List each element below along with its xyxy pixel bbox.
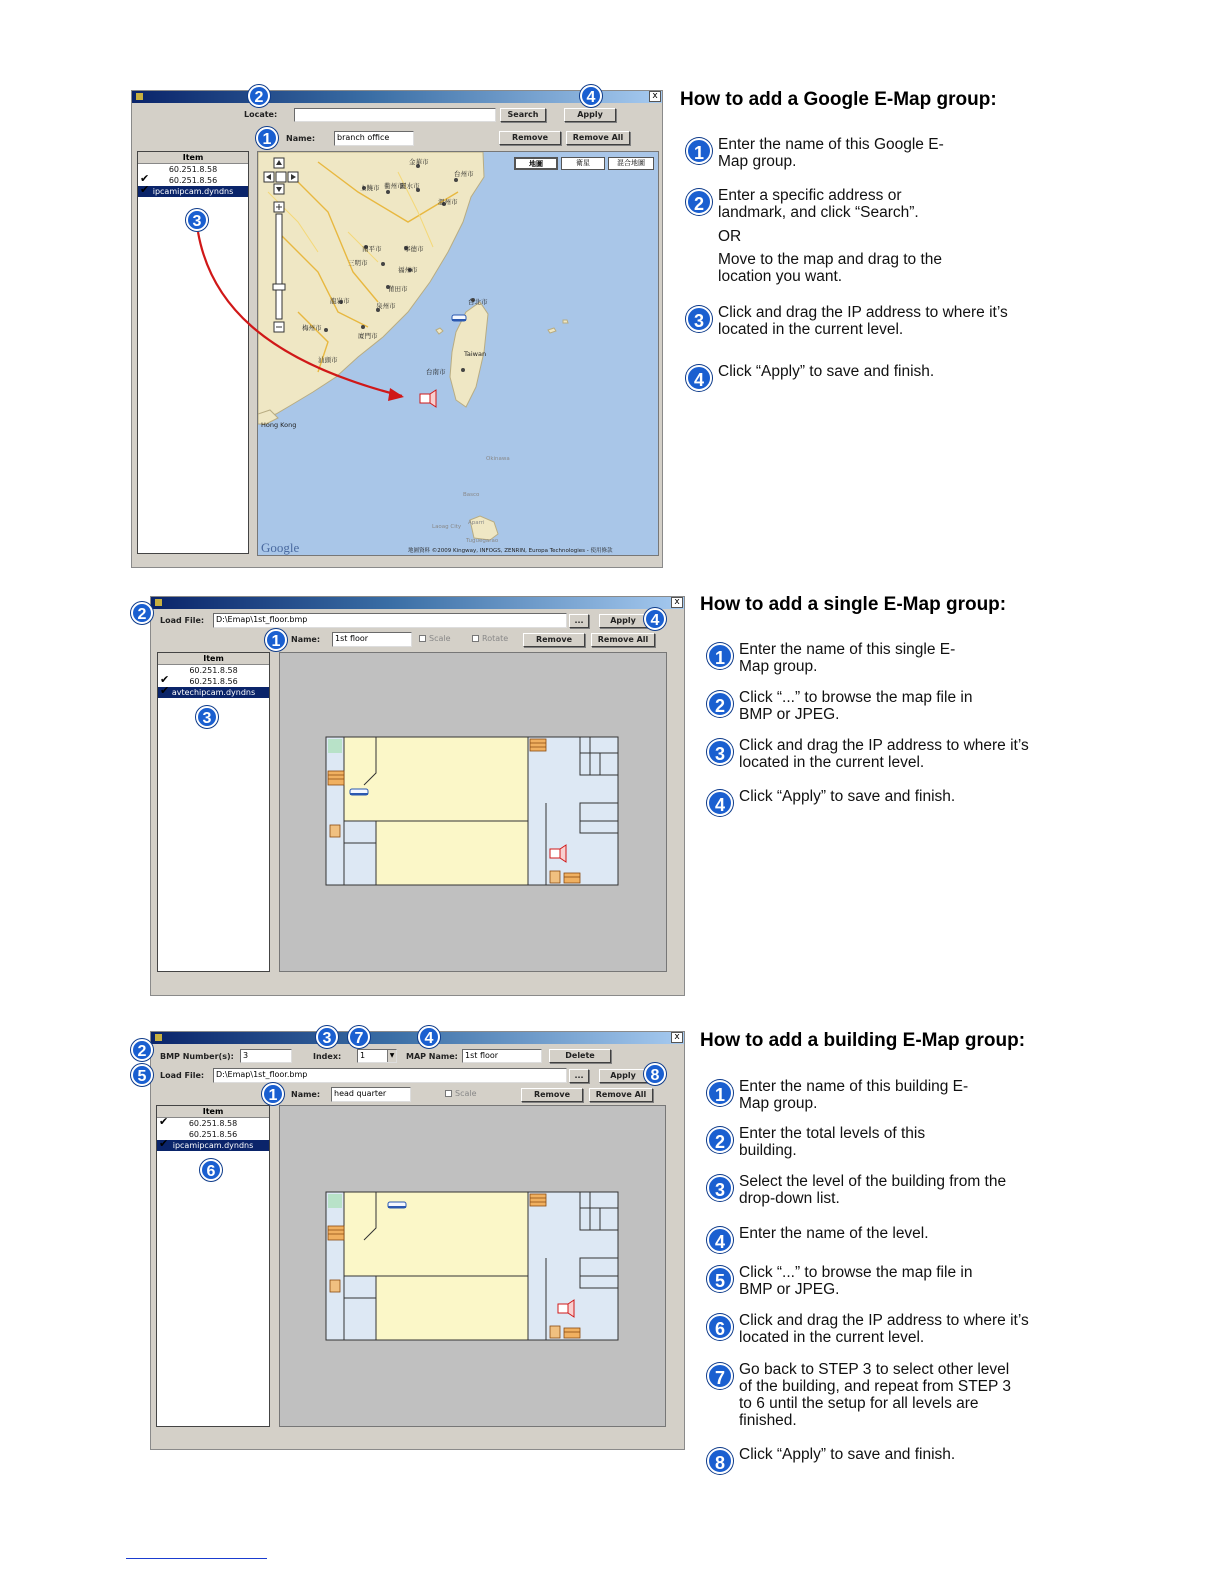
list-item[interactable]: ✔ 60.251.8.58 — [159, 1115, 238, 1128]
check-icon: ✔ — [159, 1115, 169, 1128]
google-logo: Google — [261, 540, 300, 555]
svg-text:Tuguegarao: Tuguegarao — [466, 538, 499, 544]
map-copyright: 地圖資料 ©2009 Kingway, INFOGS, ZENRIN, Europa Technologies - 使用條款 — [408, 548, 613, 554]
google-emap-window — [131, 90, 663, 568]
badge-4: 4 — [644, 608, 666, 630]
locate-input[interactable] — [294, 108, 496, 122]
badge-1: 1 — [262, 1083, 284, 1105]
step-text: Click and drag the IP address to where it’s located in the current level. — [739, 1312, 1029, 1346]
badge-1: 1 — [265, 629, 287, 651]
step-badge: 4 — [707, 1227, 733, 1253]
step-text: Click and drag the IP address to where it’s located in the current level. — [718, 304, 1008, 338]
step-text: Enter the name of this single E-Map group. — [739, 641, 956, 675]
section-heading: How to add a Google E-Map group: — [680, 89, 997, 110]
badge-4: 4 — [580, 85, 602, 107]
badge-3: 3 — [196, 706, 218, 728]
badge-4: 4 — [418, 1026, 440, 1048]
locate-label: Locate: — [244, 110, 278, 119]
badge-5: 5 — [131, 1064, 153, 1086]
close-icon[interactable]: x — [671, 1032, 683, 1043]
rotate-checkbox[interactable]: Rotate — [472, 634, 508, 643]
step-text: Click “...” to browse the map file in BMP or JPEG. — [739, 1264, 973, 1298]
search-button[interactable]: Search — [500, 108, 546, 122]
map-label: 汕頭市 — [318, 356, 338, 364]
camera-marker-icon[interactable] — [420, 390, 436, 407]
camera-icon — [388, 1202, 406, 1208]
floor-plan — [280, 653, 668, 973]
map-label: Hong Kong — [261, 421, 297, 429]
svg-text:Okinawa: Okinawa — [486, 456, 510, 462]
load-file-label: Load File: — [160, 616, 205, 625]
step-badge: 8 — [707, 1448, 733, 1474]
badge-2: 2 — [131, 1039, 153, 1061]
badge-8: 8 — [644, 1063, 666, 1085]
map-name-label: MAP Name: — [406, 1052, 458, 1061]
step-text: Click “...” to browse the map file in BMP or JPEG. — [739, 689, 973, 723]
step-text: Move to the map and drag to the location you want. — [718, 251, 943, 285]
step-badge: 2 — [707, 691, 733, 717]
step-text: Enter the total levels of this building. — [739, 1125, 926, 1159]
bmp-number-input[interactable]: 3 — [240, 1049, 292, 1063]
map-name-input[interactable]: 1st floor — [462, 1049, 542, 1063]
list-header: Item — [158, 653, 269, 665]
remove-all-button[interactable]: Remove All — [589, 1088, 653, 1102]
hybrid-type-button[interactable]: 混合地圖 — [608, 157, 654, 170]
list-item-selected[interactable]: ✔ ipcamipcam.dyndns — [157, 1140, 269, 1151]
list-item[interactable]: ✔ 60.251.8.56 — [160, 673, 238, 686]
name-label: Name: — [286, 134, 316, 143]
list-header: Item — [138, 152, 248, 164]
check-icon: ✔ — [140, 183, 150, 196]
badge-2: 2 — [248, 85, 270, 107]
browse-button[interactable]: ... — [569, 1069, 589, 1083]
badge-1: 1 — [256, 127, 278, 149]
step-text: Click “Apply” to save and finish. — [739, 788, 956, 805]
remove-all-button[interactable]: Remove All — [566, 131, 630, 145]
list-item-selected[interactable]: ✔ ipcamipcam.dyndns — [138, 186, 248, 197]
device-list — [156, 1105, 270, 1427]
svg-text:Laoag City: Laoag City — [432, 524, 462, 530]
floor-plan — [280, 1106, 667, 1428]
name-label: Name: — [291, 1090, 321, 1099]
remove-button[interactable]: Remove — [523, 633, 585, 647]
step-text: Select the level of the building from the drop-down list. — [739, 1173, 1007, 1207]
remove-button[interactable]: Remove — [521, 1088, 583, 1102]
step-text: Enter the name of the level. — [739, 1225, 929, 1242]
map-type-button[interactable]: 地圖 — [514, 157, 558, 170]
remove-button[interactable]: Remove — [499, 131, 561, 145]
checkbox-box — [445, 1090, 452, 1097]
list-item[interactable]: ✔ 60.251.8.56 — [140, 172, 218, 185]
badge-3: 3 — [316, 1026, 338, 1048]
scale-checkbox[interactable]: Scale — [445, 1089, 477, 1098]
index-label: Index: — [313, 1052, 342, 1061]
map-canvas[interactable] — [279, 1105, 666, 1427]
name-input[interactable]: head quarter — [331, 1087, 411, 1102]
map-canvas[interactable] — [279, 652, 667, 972]
chevron-down-icon[interactable]: ▼ — [387, 1050, 396, 1062]
name-input[interactable]: branch office — [334, 131, 414, 146]
list-header: Item — [157, 1106, 269, 1118]
map-label: 溫州市 — [438, 198, 458, 206]
map-label: 三明市 — [348, 259, 368, 267]
map-terrain — [258, 152, 659, 556]
section-heading: How to add a single E-Map group: — [700, 594, 1007, 615]
close-icon[interactable]: x — [671, 597, 683, 608]
single-emap-window — [150, 596, 685, 996]
map-label: 衢州市 — [384, 182, 404, 190]
check-icon: ✔ — [160, 684, 170, 697]
svg-text:Aparri: Aparri — [468, 520, 485, 526]
step-text: Click “Apply” to save and finish. — [739, 1446, 956, 1463]
window-icon — [155, 599, 162, 606]
badge-2: 2 — [131, 602, 153, 624]
load-file-label: Load File: — [160, 1071, 205, 1080]
map-label: Taiwan — [464, 350, 487, 358]
step-badge: 3 — [686, 306, 712, 332]
list-item[interactable]: 60.251.8.58 — [168, 165, 218, 174]
apply-button[interactable]: Apply — [599, 614, 647, 628]
map-label: 金華市 — [409, 158, 429, 166]
badge-6: 6 — [200, 1159, 222, 1181]
step-text: OR — [718, 228, 742, 245]
window-icon — [155, 1034, 162, 1041]
map-label: 麗水市 — [400, 182, 420, 190]
scale-checkbox[interactable]: Scale — [419, 634, 451, 643]
check-icon: ✔ — [140, 172, 150, 185]
step-badge: 3 — [707, 1175, 733, 1201]
map-label: 台州市 — [454, 170, 474, 178]
apply-button[interactable]: Apply — [564, 108, 616, 122]
index-select[interactable]: 1 ▼ — [357, 1049, 397, 1063]
map-label: 梅州市 — [302, 324, 322, 332]
load-file-input[interactable]: D:\Emap\1st_floor.bmp — [213, 613, 567, 628]
checkbox-box — [472, 635, 479, 642]
step-text: Enter the name of this building E-Map group. — [739, 1078, 969, 1112]
remove-all-button[interactable]: Remove All — [591, 633, 655, 647]
step-badge: 1 — [707, 1080, 733, 1106]
browse-button[interactable]: ... — [569, 614, 589, 628]
list-item[interactable]: 60.251.8.58 — [189, 666, 238, 675]
google-map[interactable] — [257, 151, 659, 556]
delete-button[interactable]: Delete — [549, 1049, 611, 1063]
step-badge: 5 — [707, 1266, 733, 1292]
map-label: 福州市 — [398, 266, 418, 274]
window-icon — [136, 93, 143, 100]
camera-icon — [350, 789, 368, 795]
step-text: Enter a specific address or landmark, and click “Search”. — [718, 187, 919, 221]
name-input[interactable]: 1st floor — [332, 632, 412, 647]
svg-text:Basco: Basco — [463, 492, 480, 498]
check-icon: ✔ — [159, 1137, 169, 1150]
load-file-input[interactable]: D:\Emap\1st_floor.bmp — [213, 1068, 567, 1083]
step-text: Click and drag the IP address to where it’s located in the current level. — [739, 737, 1029, 771]
step-text: Click “Apply” to save and finish. — [718, 363, 935, 380]
step-badge: 4 — [707, 790, 733, 816]
section-heading: How to add a building E-Map group: — [700, 1030, 1026, 1051]
step-badge: 1 — [686, 138, 712, 164]
map-label: 龍岩市 — [330, 297, 350, 305]
map-label: 台北市 — [468, 298, 488, 306]
map-label: 廈門市 — [358, 332, 378, 340]
map-type-switch — [514, 157, 654, 170]
map-label: 泉州市 — [376, 302, 396, 310]
window-titlebar — [151, 597, 684, 609]
badge-7: 7 — [348, 1026, 370, 1048]
badge-3: 3 — [186, 209, 208, 231]
list-item[interactable]: 60.251.8.56 — [188, 1130, 238, 1139]
map-label: 上饒市 — [360, 184, 380, 192]
satellite-type-button[interactable]: 衛星 — [561, 157, 605, 170]
apply-button[interactable]: Apply — [599, 1069, 647, 1083]
list-item-selected[interactable]: ✔ avtechipcam.dyndns — [158, 687, 269, 698]
building-emap-window — [150, 1031, 685, 1450]
step-badge: 7 — [707, 1363, 733, 1389]
step-badge: 1 — [707, 643, 733, 669]
step-badge: 2 — [707, 1127, 733, 1153]
step-badge: 3 — [707, 739, 733, 765]
map-label: 台南市 — [426, 368, 446, 376]
checkbox-box — [419, 635, 426, 642]
bmp-number-label: BMP Number(s): — [160, 1052, 234, 1061]
map-label: 莆田市 — [388, 285, 408, 293]
footnote-divider — [126, 1558, 267, 1559]
step-badge: 6 — [707, 1314, 733, 1340]
camera-icon — [452, 315, 466, 321]
step-text: Go back to STEP 3 to select other level of the building, and repeat from STEP 3 to 6 until the setup for all levels are finished. — [739, 1361, 1011, 1429]
step-text: Enter the name of this Google E-Map group. — [718, 136, 944, 170]
step-badge: 4 — [686, 365, 712, 391]
device-list — [157, 652, 270, 972]
check-icon: ✔ — [160, 673, 170, 686]
map-label: 寧德市 — [404, 245, 424, 253]
close-icon[interactable]: x — [649, 91, 661, 102]
step-badge: 2 — [686, 189, 712, 215]
map-label: 南平市 — [362, 245, 382, 253]
name-label: Name: — [291, 635, 321, 644]
